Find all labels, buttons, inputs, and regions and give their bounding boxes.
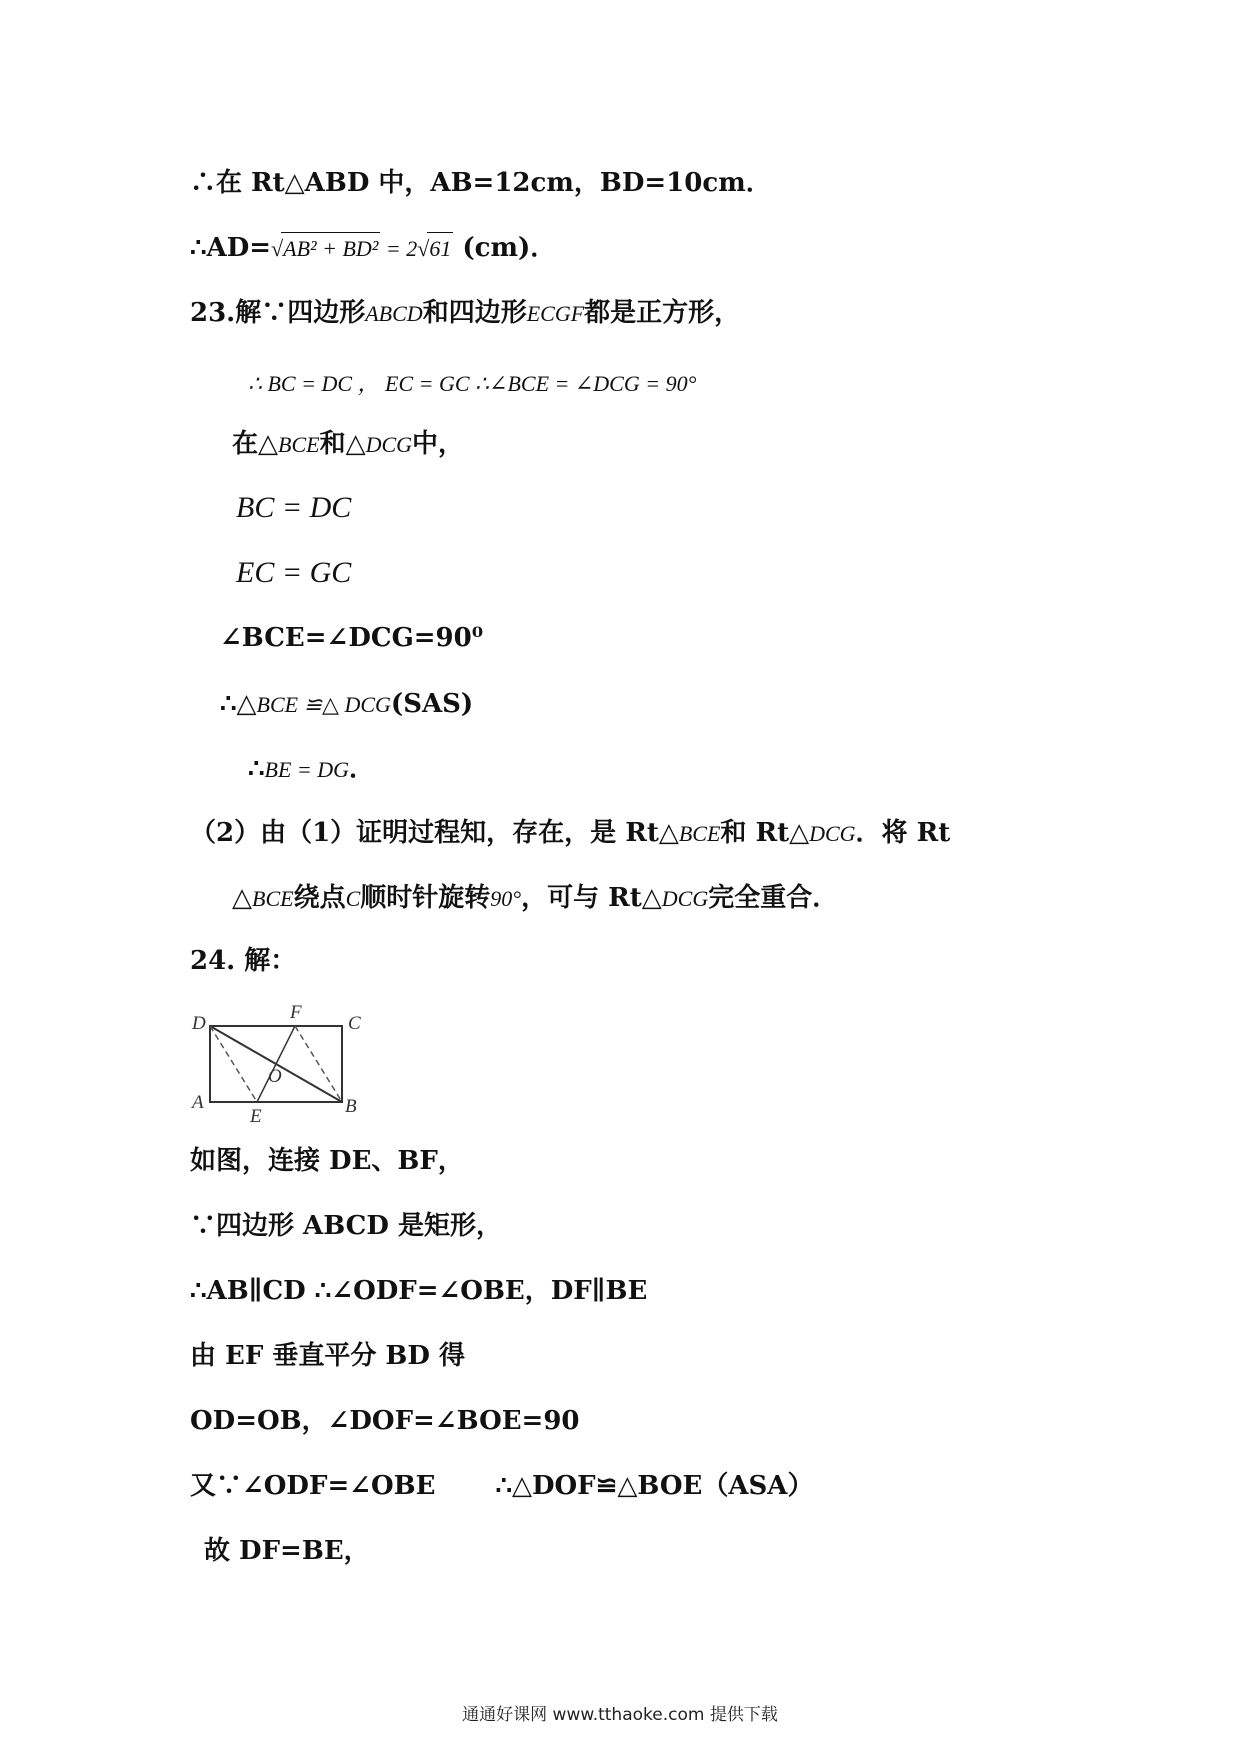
line-be-dg <box>248 753 375 786</box>
label-c: C <box>348 1013 361 1034</box>
math-dcg-2: DCG <box>809 821 856 846</box>
radicand: AB² + BD² <box>281 232 380 265</box>
math-bce-3: BCE <box>252 886 294 911</box>
line-od-ob: OD=OB，∠DOF=∠BOE=90 <box>190 1406 580 1436</box>
math-bce: BCE <box>278 432 320 457</box>
text-jiang-rt: ．将 Rt <box>855 818 951 848</box>
sqrt-sign: √ <box>271 236 284 261</box>
label-f: F <box>290 1004 302 1023</box>
label-d: D <box>192 1013 206 1034</box>
text-part2: （2）由（1）证明过程知，存在，是 Rt△ <box>190 818 679 848</box>
line-asa <box>190 1470 813 1502</box>
rectangle-figure <box>190 1004 390 1124</box>
line-ad-formula <box>190 232 556 265</box>
text-period: ． <box>349 754 376 784</box>
text-can-with: ，可与 Rt△ <box>521 883 662 913</box>
text-coincide: 完全重合． <box>708 883 839 913</box>
line-ec-gc: EC = GC <box>236 556 352 589</box>
line-df-be: 故 DF=BE， <box>204 1536 370 1566</box>
math-congruence: BCE ≌△ DCG <box>256 692 391 717</box>
text-around-point: 绕点 <box>293 883 346 913</box>
equals-two: = 2 <box>380 236 418 261</box>
dashed-de <box>210 1026 257 1102</box>
line-bc-dc: BC = DC <box>236 491 352 524</box>
page-footer: 通通好课网 www.tthaoke.com 提供下载 <box>462 1705 778 1725</box>
text-congruent-asa: ∴△DOF≌△BOE（ASA） <box>495 1471 814 1501</box>
text-tri: △ <box>232 883 252 913</box>
text-sas: (SAS) <box>390 689 474 719</box>
line-rectangle: ∵四边形 ABCD 是矩形， <box>190 1211 502 1241</box>
radicand-61: 61 <box>427 232 453 265</box>
text-zhong: 中， <box>412 429 465 459</box>
line-congruent-sas <box>220 688 473 721</box>
math-c: C <box>345 886 361 911</box>
text-are-squares: 都是正方形， <box>584 298 741 328</box>
math-be-dg: BE = DG <box>264 757 350 782</box>
math-abcd: ABCD <box>365 301 423 326</box>
text-also-angle: 又∵∠ODF=∠OBE <box>190 1471 436 1501</box>
line-in-triangles <box>232 428 464 461</box>
ad-label: ∴AD= <box>190 233 272 263</box>
math-dcg: DCG <box>365 432 413 457</box>
text-and-quad: 和四边形 <box>422 298 527 328</box>
text-and-rt: 和 Rt△ <box>720 818 810 848</box>
math-dcg-3: DCG <box>661 886 709 911</box>
sqrt-sign-2: √ <box>417 236 430 261</box>
q23-label: 23.解∵四边形 <box>190 298 366 328</box>
line-parallel: ∴AB∥CD ∴∠ODF=∠OBE，DF∥BE <box>190 1276 648 1306</box>
line-angle-90: ∠BCE=∠DCG=90⁰ <box>220 623 484 653</box>
line-perp-bisector: 由 EF 垂直平分 BD 得 <box>190 1341 466 1371</box>
math-ecgf: ECGF <box>526 301 585 326</box>
line-23-intro <box>190 297 740 330</box>
line-equalities: ∴ BC = DC ， EC = GC ∴∠BCE = ∠DCG = 90° <box>248 371 697 396</box>
text-rotate: 顺时针旋转 <box>360 883 491 913</box>
text-therefore: ∴ <box>248 754 265 784</box>
text-in-tri: 在△ <box>232 429 278 459</box>
unit-cm: (cm)． <box>453 233 557 263</box>
dashed-bf <box>295 1026 342 1102</box>
label-o: O <box>268 1066 282 1087</box>
label-a: A <box>192 1092 204 1113</box>
line-rotation <box>232 882 838 915</box>
segment-ef <box>257 1026 295 1102</box>
line-part2 <box>190 817 950 850</box>
line-rt-abd: ∴在 Rt△ABD 中，AB=12cm，BD=10cm． <box>190 168 772 198</box>
text-therefore-tri: ∴△ <box>220 689 257 719</box>
math-bce-2: BCE <box>678 821 721 846</box>
label-e: E <box>250 1106 262 1124</box>
line-connect: 如图，连接 DE、BF， <box>190 1146 464 1176</box>
line-24-intro: 24. 解： <box>190 946 297 976</box>
math-90deg: 90° <box>490 886 522 911</box>
label-b: B <box>345 1096 357 1117</box>
text-and-tri: 和△ <box>319 429 366 459</box>
